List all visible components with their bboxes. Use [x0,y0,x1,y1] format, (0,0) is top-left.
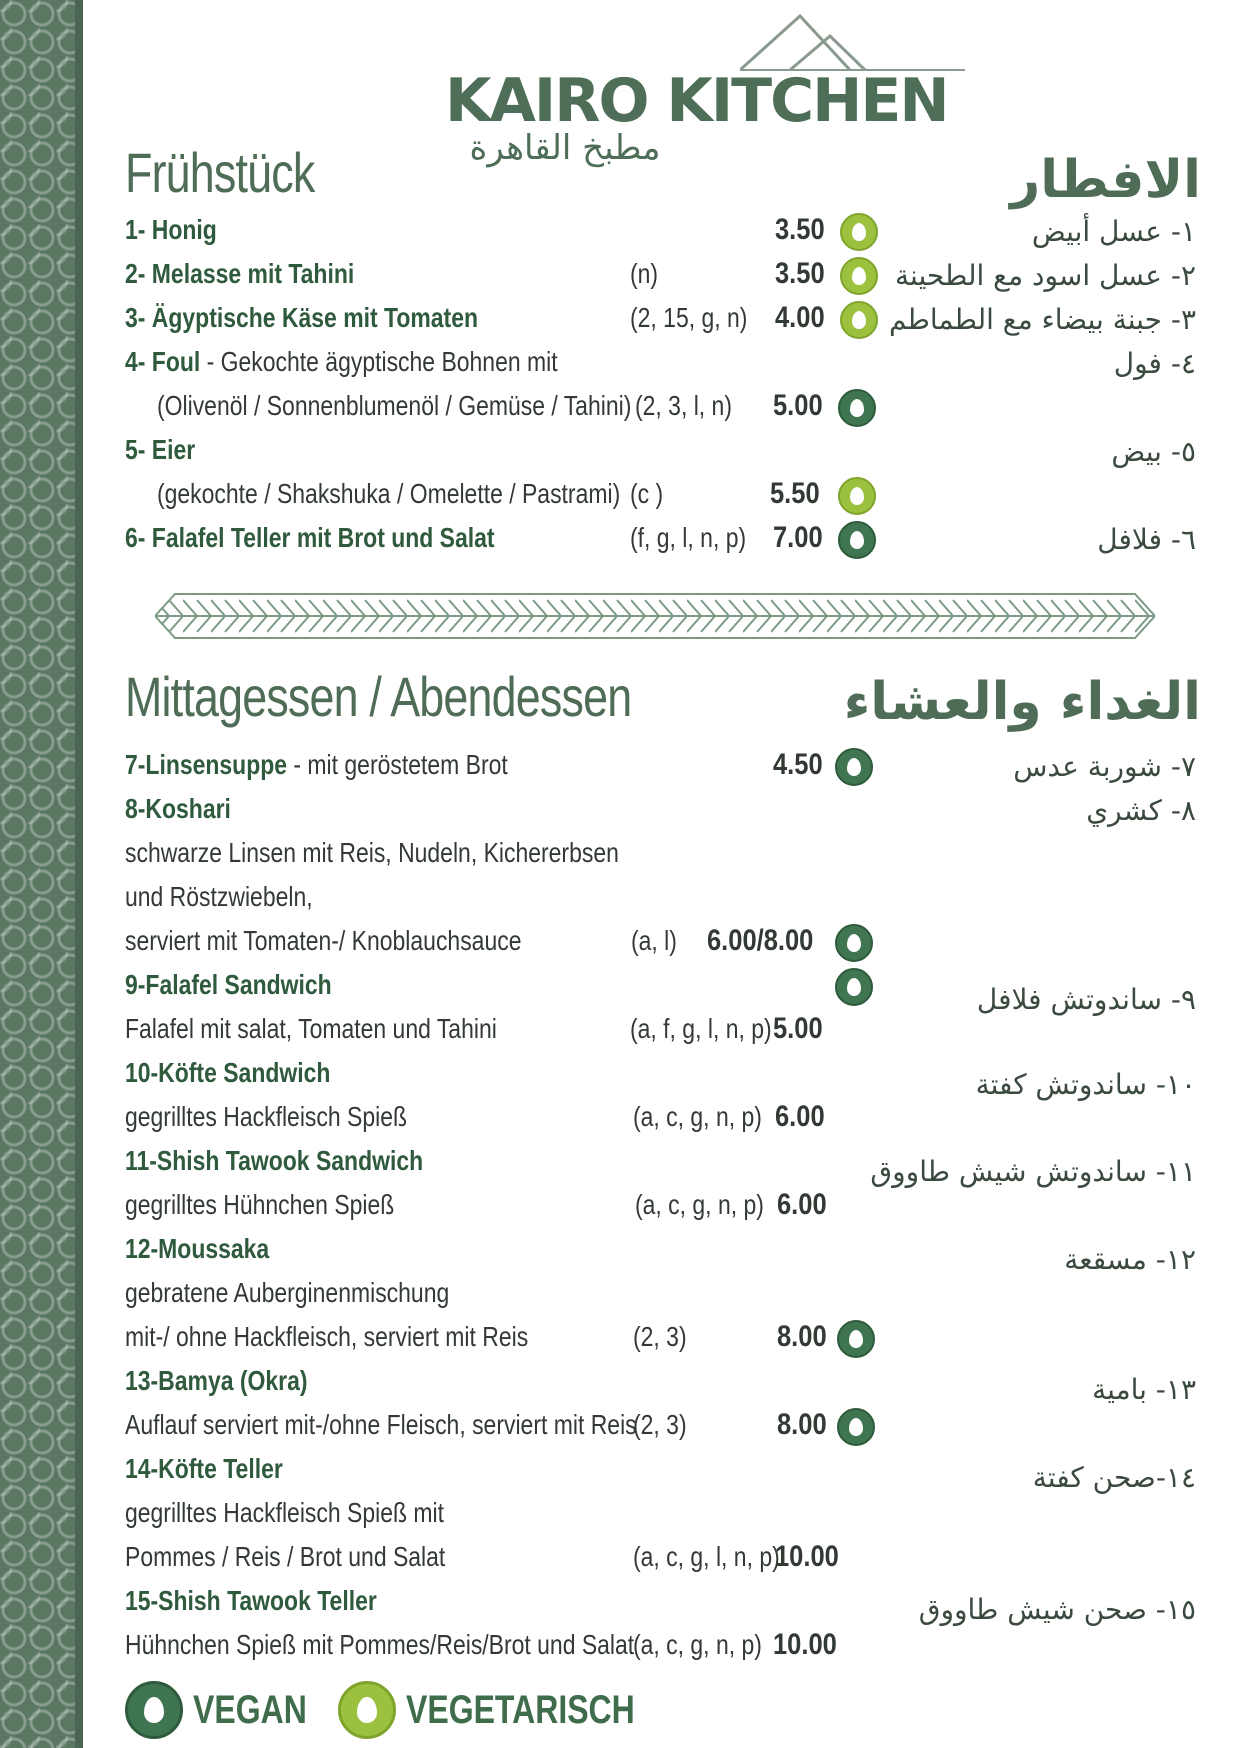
item-description: gegrilltes Hühnchen Spieß [125,1189,395,1220]
vegan-icon [835,924,873,962]
restaurant-name-arabic: مطبخ القاهرة [469,128,661,168]
menu-item-detail [125,474,905,514]
section-title-lunch-arabic: الغداء والعشاء [843,672,1201,732]
section-title-lunch: Mittagessen / Abendessen [125,665,632,728]
ornamental-divider [155,590,1155,642]
item-name: 2- Melasse mit Tahini [125,258,355,289]
item-name-arabic: ١٤-صحن كفتة [1032,1461,1196,1494]
decorative-side-band [0,0,83,1748]
section-title-breakfast-arabic: الافطار [1010,150,1201,210]
menu-item-detail [125,833,905,873]
menu-item-detail [125,1009,905,1049]
restaurant-name: KAIRO KITCHEN [445,66,948,136]
menu-item [125,342,905,382]
item-name-arabic: ٤- فول [1113,347,1196,380]
item-name: 14-Köfte Teller [125,1453,283,1484]
item-description: schwarze Linsen mit Reis, Nudeln, Kichererbsen [125,837,619,868]
menu-item [125,298,905,338]
vegetarian-icon [840,301,878,339]
menu-item-detail [125,1097,905,1137]
menu-item-detail [125,1273,905,1313]
item-description: Pommes / Reis / Brot und Salat [125,1541,446,1572]
item-description: und Röstzwiebeln, [125,881,313,912]
item-name-arabic: ٨- كشري [1086,794,1196,827]
item-price: 5.00 [773,1012,823,1045]
menu-item [125,254,905,294]
item-name-arabic: ٧- شوربة عدس [1013,750,1196,783]
menu-item [125,1053,905,1093]
item-name: 15-Shish Tawook Teller [125,1585,377,1616]
item-price: 3.50 [775,257,825,290]
item-name-arabic: ٩- ساندوتش فلافل [976,983,1196,1016]
item-name-arabic: ١٠- ساندوتش كفتة [975,1068,1196,1101]
vegan-icon [837,1320,875,1358]
menu-item [125,1229,905,1269]
legend-vegetarian-label: VEGETARISCH [406,1687,635,1732]
item-allergens: (c ) [630,478,664,509]
menu-item-detail [125,386,905,426]
item-description: (gekochte / Shakshuka / Omelette / Pastrami) [157,478,621,509]
item-price: 5.00 [773,389,823,422]
item-allergens: (2, 3) [633,1409,687,1440]
item-description: serviert mit Tomaten-/ Knoblauchsauce [125,925,522,956]
vegan-icon [837,1408,875,1446]
item-allergens: (2, 3, l, n) [635,390,732,421]
item-name: 1- Honig [125,214,217,245]
vegan-icon [835,968,873,1006]
legend-vegan [125,1680,335,1740]
item-name-arabic: ٥- بيض [1111,435,1196,468]
item-description: Hühnchen Spieß mit Pommes/Reis/Brot und Salat [125,1629,635,1660]
item-allergens: (a, c, g, n, p) [633,1101,762,1132]
item-description: mit-/ ohne Hackfleisch, serviert mit Reis [125,1321,529,1352]
menu-item-detail [125,1317,905,1357]
item-description: - Gekochte ägyptische Bohnen mit [200,346,558,377]
item-allergens: (2, 15, g, n) [630,302,748,333]
item-allergens: (a, c, g, n, p) [633,1629,762,1660]
menu-item [125,430,905,470]
vegetarian-icon [840,257,878,295]
item-allergens: (2, 3) [633,1321,687,1352]
vegetarian-icon [838,477,876,515]
item-price: 6.00 [775,1100,825,1133]
vegan-icon [125,1681,183,1739]
item-description: Falafel mit salat, Tomaten und Tahini [125,1013,497,1044]
item-description: gebratene Auberginenmischung [125,1277,450,1308]
item-description: gegrilltes Hackfleisch Spieß mit [125,1497,445,1528]
item-name: 11-Shish Tawook Sandwich [125,1145,424,1176]
menu-item-detail [125,921,905,961]
vegan-icon [838,521,876,559]
vegan-icon [835,748,873,786]
item-allergens: (f, g, l, n, p) [630,522,747,553]
item-name: 12-Moussaka [125,1233,270,1264]
item-name: 5- Eier [125,434,196,465]
item-allergens: (n) [630,258,659,289]
section-title-breakfast: Frühstück [125,141,315,204]
item-name-arabic: ١٢- مسقعة [1064,1243,1196,1276]
menu-item [125,965,905,1005]
item-price: 4.50 [773,748,823,781]
item-name-arabic: ٦- فلافل [1097,523,1196,556]
item-description: (Olivenöl / Sonnenblumenöl / Gemüse / Tahini) [157,390,632,421]
item-price: 6.00 [777,1188,827,1221]
item-name: 3- Ägyptische Käse mit Tomaten [125,302,478,333]
item-price: 4.00 [775,301,825,334]
menu-item [125,1449,905,1489]
menu-item [125,1361,905,1401]
menu-item [125,210,905,250]
item-name-arabic: ٣- جبنة بيضاء مع الطماطم [888,303,1196,336]
menu-item [125,789,905,829]
item-name: 9-Falafel Sandwich [125,969,332,1000]
item-name: 13-Bamya (Okra) [125,1365,308,1396]
vegan-icon [838,389,876,427]
item-description: gegrilltes Hackfleisch Spieß [125,1101,408,1132]
item-allergens: (a, l) [631,925,677,956]
vegetarian-icon [840,213,878,251]
item-price: 8.00 [777,1408,827,1441]
restaurant-logo [440,8,1020,178]
item-name: 4- Foul [125,346,201,377]
item-price: 6.00/8.00 [707,924,814,957]
vegetarian-icon [338,1681,396,1739]
item-price: 7.00 [773,521,823,554]
item-name-arabic: ١٣- بامية [1092,1373,1196,1406]
item-name-arabic: ١١- ساندوتش شيش طاووق [870,1155,1196,1188]
legend-vegan-label: VEGAN [193,1687,307,1732]
legend-vegetarian [338,1680,692,1740]
item-name: 10-Köfte Sandwich [125,1057,331,1088]
item-name-arabic: ٢- عسل اسود مع الطحينة [895,259,1196,292]
menu-item-detail [125,1625,905,1665]
item-name: 7-Linsensuppe [125,749,288,780]
item-name: 8-Koshari [125,793,231,824]
item-allergens: (a, c, g, n, p) [635,1189,764,1220]
menu-item [125,1581,905,1621]
item-price: 10.00 [775,1540,839,1573]
menu-item [125,518,905,558]
item-name-arabic: ١- عسل أبيض [1031,215,1196,248]
item-allergens: (a, f, g, l, n, p) [630,1013,772,1044]
item-description: Auflauf serviert mit-/ohne Fleisch, serviert mit Reis [125,1409,637,1440]
menu-item [125,745,905,785]
menu-item [125,1141,905,1181]
menu-item-detail [125,1185,905,1225]
menu-item-detail [125,877,905,917]
menu-item-detail [125,1493,905,1533]
item-allergens: (a, c, g, l, n, p) [633,1541,780,1572]
item-price: 8.00 [777,1320,827,1353]
item-name: 6- Falafel Teller mit Brot und Salat [125,522,495,553]
menu-item-detail [125,1405,905,1445]
item-price: 3.50 [775,213,825,246]
item-price: 5.50 [770,477,820,510]
menu-item-detail [125,1537,905,1577]
item-description: - mit geröstetem Brot [287,749,508,780]
item-name-arabic: ١٥- صحن شيش طاووق [918,1593,1196,1626]
item-price: 10.00 [773,1628,837,1661]
